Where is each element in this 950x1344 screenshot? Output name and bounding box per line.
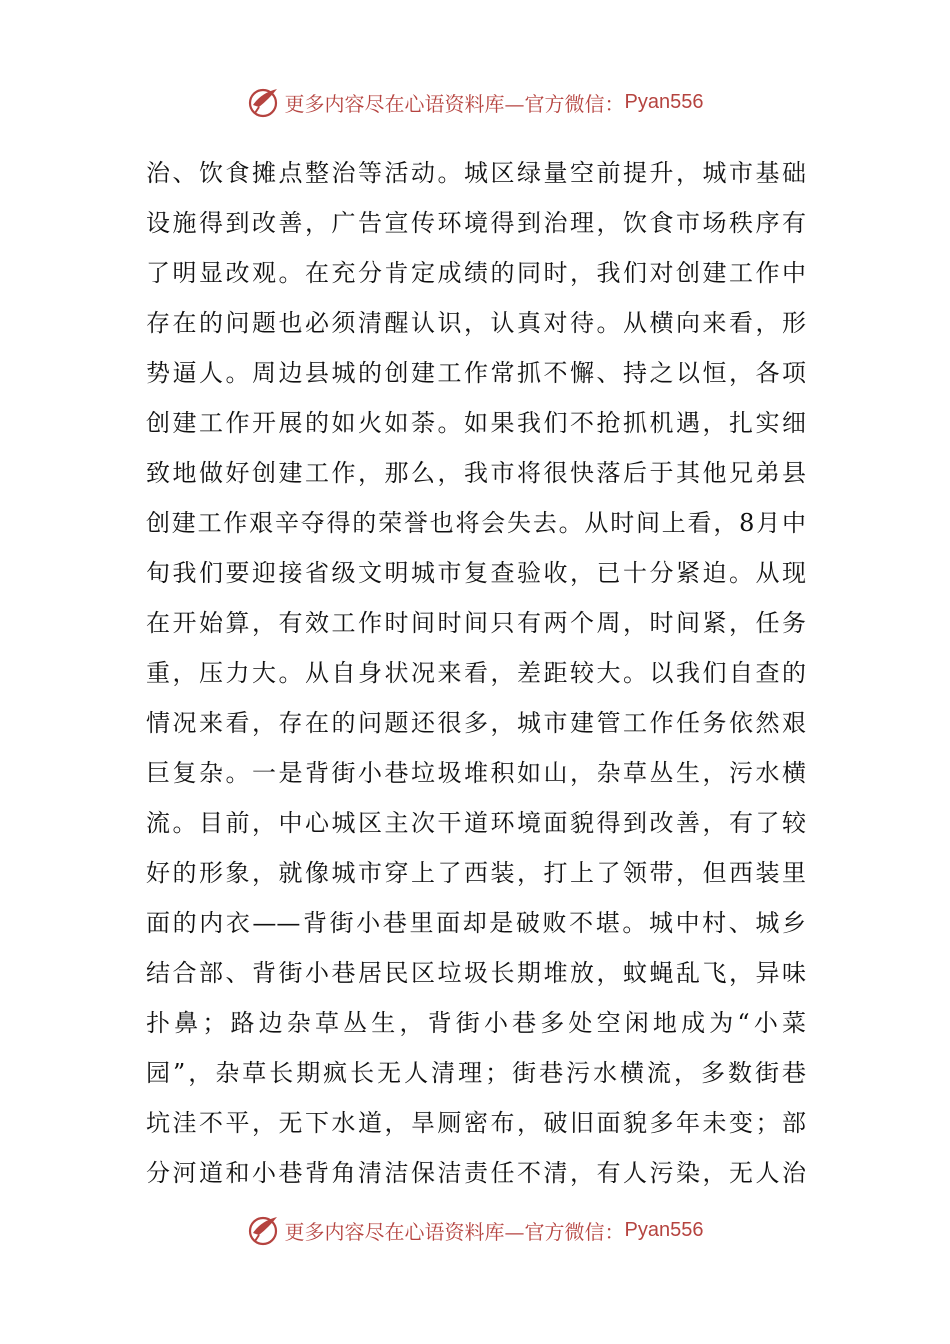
- text-line: 创建工作开展的如火如荼。如果我们不抢抓机遇，扎实细: [146, 409, 806, 437]
- text-line: 重，压力大。从自身状况来看，差距较大。以我们自查的: [146, 659, 806, 687]
- header-watermark-brand: Pyan556: [624, 90, 704, 113]
- text-line: 治、饮食摊点整治等活动。城区绿量空前提升，城市基础: [146, 159, 806, 187]
- text-line: 情况来看，存在的问题还很多，城市建管工作任务依然艰: [146, 709, 806, 737]
- text-line: 结合部、背街小巷居民区垃圾长期堆放，蚊蝇乱飞，异味: [146, 959, 806, 987]
- text-line: 创建工作艰辛夺得的荣誉也将会失去。从时间上看，8月中: [146, 509, 806, 537]
- footer-watermark: [0, 1210, 950, 1250]
- text-line: 存在的问题也必须清醒认识，认真对待。从横向来看，形: [146, 309, 806, 337]
- footer-watermark-text: 更多内容尽在心语资料库—官方微信：: [284, 1219, 625, 1244]
- text-line: 巨复杂。一是背街小巷垃圾堆积如山，杂草丛生，污水横: [146, 759, 806, 787]
- pen-circle-logo-icon: [247, 85, 281, 119]
- text-line: 好的形象，就像城市穿上了西装，打上了领带，但西装里: [146, 859, 806, 887]
- text-line: 坑洼不平，无下水道，旱厕密布，破旧面貌多年未变；部: [146, 1109, 806, 1137]
- text-line: 分河道和小巷背角清洁保洁责任不清，有人污染，无人治: [146, 1159, 806, 1187]
- text-line: 致地做好创建工作，那么，我市将很快落后于其他兄弟县: [146, 459, 806, 487]
- header-watermark-text: 更多内容尽在心语资料库—官方微信：: [284, 91, 625, 116]
- text-line: 旬我们要迎接省级文明城市复查验收，已十分紧迫。从现: [146, 559, 806, 587]
- text-line: 流。目前，中心城区主次干道环境面貌得到改善，有了较: [146, 809, 806, 837]
- document-body: [146, 148, 806, 1198]
- text-line: 面的内衣——背街小巷里面却是破败不堪。城中村、城乡: [146, 909, 806, 937]
- text-line: 设施得到改善，广告宣传环境得到治理，饮食市场秩序有: [146, 209, 806, 237]
- text-line: 扑鼻；路边杂草丛生，背街小巷多处空闲地成为“小菜: [146, 1009, 806, 1037]
- footer-watermark-brand: Pyan556: [624, 1218, 704, 1241]
- pen-circle-logo-icon: [247, 1213, 281, 1247]
- text-line: 了明显改观。在充分肯定成绩的同时，我们对创建工作中: [146, 259, 806, 287]
- text-line: 在开始算，有效工作时间时间只有两个周，时间紧，任务: [146, 609, 806, 637]
- header-watermark: [0, 82, 950, 122]
- text-line: 园”，杂草长期疯长无人清理；街巷污水横流，多数街巷: [146, 1059, 806, 1087]
- text-line: 势逼人。周边县城的创建工作常抓不懈、持之以恒，各项: [146, 359, 806, 387]
